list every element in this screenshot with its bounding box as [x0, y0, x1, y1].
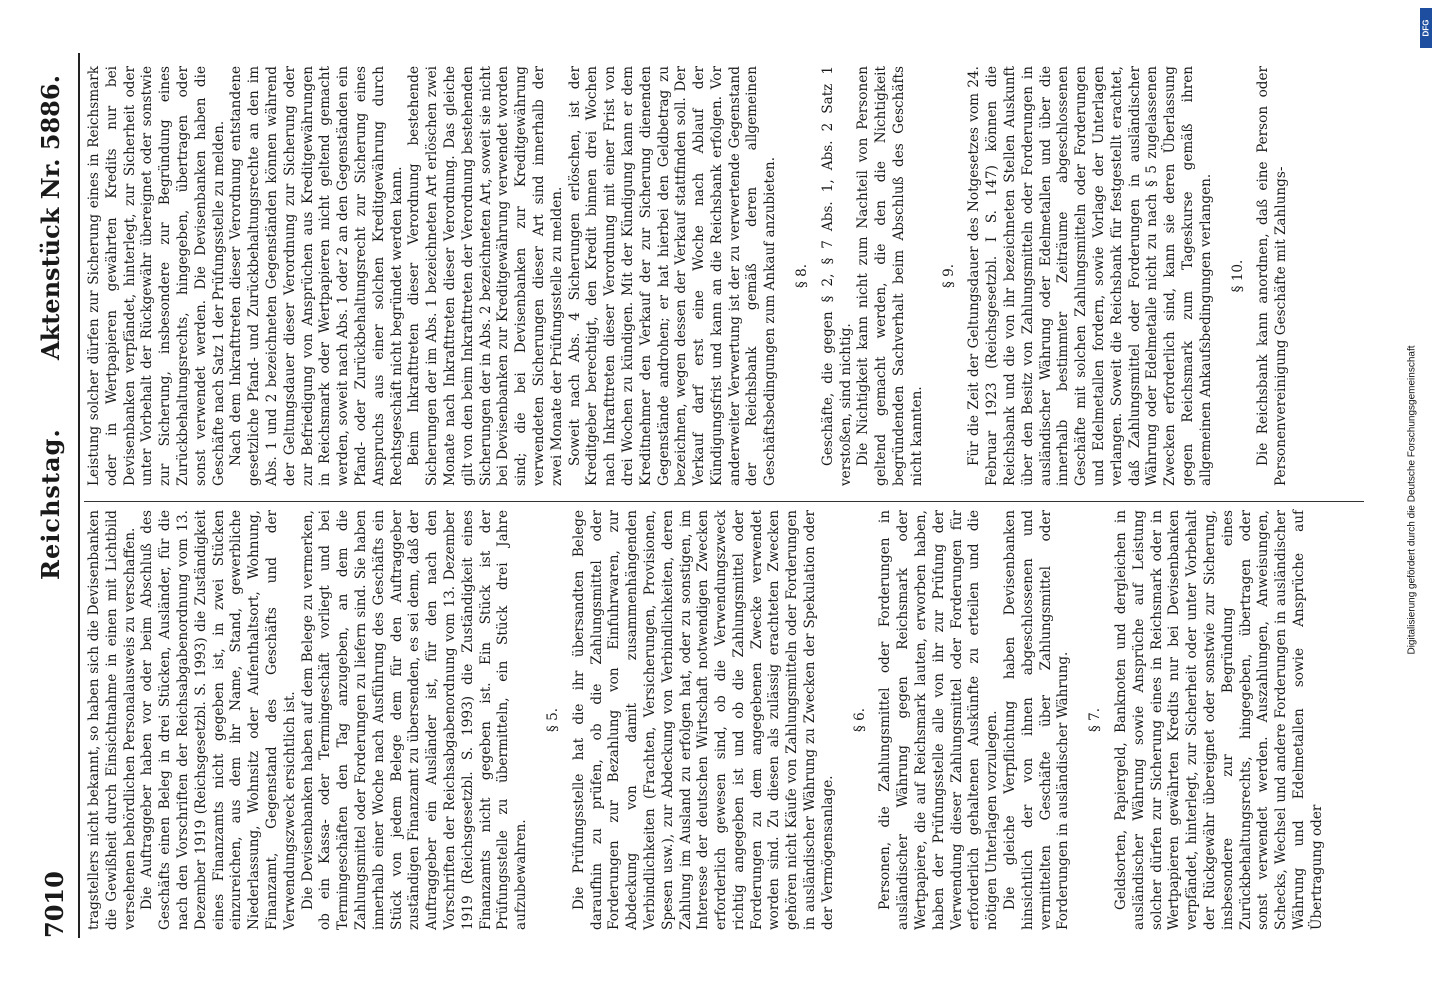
- paragraph: Die Reichsbank kann anordnen, daß eine Person oder Personenvereinigung Geschäfte mit Zahlungs-: [1255, 66, 1290, 486]
- section-heading: § 6.: [851, 707, 868, 733]
- right-column: [86, 66, 1291, 486]
- section-heading: § 7.: [1087, 707, 1104, 733]
- paragraph: Geldsorten, Papiergeld, Banknoten und dergleichen in ausländischer Währung sowie Ansprüche auf Leistung solcher dürfen zur Sicherung eines in Reichsmark oder in Wertpapieren gewährten Kredits nur bei Devisenbanken verpfändet, hinterlegt, zur Sicherheit oder unter Vorbehalt der Rückgewähr übereignet oder sonstwie zur Sicherung, insbesondere zur Begründung eines Zurückbehaltungsrechts, hingegeben, übertragen oder sonst verwendet werden. Auszahlungen, Anweisungen, Schecks, Wechsel und andere Forderungen in ausländischer Währung und Edelmetallen sowie Ansprüche auf Übertragung oder: [1113, 510, 1325, 930]
- paragraph: Geschäfte, die gegen § 2, § 7 Abs. 1, Abs. 2 Satz 1 verstoßen, sind nichtig.: [819, 66, 854, 486]
- paragraph: Die Auftraggeber haben vor oder beim Abschluß des Geschäfts einen Beleg in drei Stücken, Ausländer, für die nach den Vorschriften der Reichsabgabenordnung vom 13. Dezember 1919 (Reichsgesetzbl. S. 1993) die Zuständigkeit eines Finanzamts nicht gegeben ist, in zwei Stücken einzureichen, aus dem ihr Name, Stand, gewerbliche Niederlassung, Wohnsitz oder Aufenthaltsort, Wohnung, Finanzamt, Gegenstand des Geschäfts und der Verwendungszweck ersichtlich ist.: [139, 510, 298, 930]
- section-heading: § 9.: [940, 263, 957, 289]
- section-heading: § 5.: [544, 707, 561, 733]
- paragraph: Die Nichtigkeit kann nicht zum Nachteil von Personen geltend gemacht werden, die den die Nichtigkeit begründenden Sachverhalt beim Abschluß des Geschäfts nicht kannten.: [855, 66, 925, 486]
- left-column: [86, 510, 1327, 930]
- paragraph: tragstellers nicht bekannt, so haben sich die Devisenbanken die Gewißheit durch Einsichtnahme in einen mit Lichtbild versehenen behördlichen Personalausweis zu verschaffen.: [86, 510, 138, 930]
- paragraph: Nach dem Inkrafttreten dieser Verordnung entstandene gesetzliche Pfand- und Zurückbehaltungsrechte an den im Abs. 1 und 2 bezeichneten Gegenständen können während der Geltungsdauer dieser Verordnung zur Sicherung oder zur Befriedigung von Ansprüchen aus Kreditgewährungen in Reichsmark oder Wertpapieren nicht geltend gemacht werden, soweit nach Abs. 1 oder 2 an den Gegenständen ein Pfand- oder Zurückbehaltungsrecht zur Sicherung eines Anspruchs aus einer solchen Kreditgewährung durch Rechtsgeschäft nicht begründet werden kann.: [228, 66, 405, 486]
- paragraph: Beim Inkrafttreten dieser Verordnung bestehende Sicherungen der im Abs. 1 bezeichneten Art erlöschen zwei Monate nach Inkrafttreten dieser Verordnung. Das gleiche gilt von den beim Inkrafttreten der Verordnung bestehenden Sicherungen der in Abs. 2 bezeichneten Art, soweit sie nicht bei Devisenbanken zur Kreditgewährung verwendet worden sind; die bei Devisenbanken zur Kreditgewährung verwendeten Sicherungen dieser Art sind innerhalb der zwei Monate der Prüfungsstelle zu melden.: [406, 66, 565, 486]
- header-rule: [78, 53, 80, 938]
- paragraph: Die Prüfungsstelle hat die ihr übersandten Belege daraufhin zu prüfen, ob die Zahlungsmittel oder Forderungen zur Bezahlung von Einfuhrwaren, zur Abdeckung von damit zusammenhängenden Verbindlichkeiten (Frachten, Versicherungen, Provisionen, Spesen usw.), zur Abdeckung von Verbindlichkeiten, deren Zahlung im Ausland zu erfolgen hat, oder zu sonstigen, im Interesse der deutschen Wirtschaft notwendigen Zwecken erforderlich gewesen sind, ob die Verwendungszweck richtig angegeben ist und ob die Zahlungsmittel oder Forderungen zu dem angegebenen Zwecke verwendet worden sind. Zu diesen als zulässig erachteten Zwecken gehören nicht Käufe von Zahlungsmitteln oder Forderungen in ausländischer Währung zu Zwecken der Spekulation oder der Vermögensanlage.: [570, 510, 836, 930]
- column-divider: [84, 501, 1364, 502]
- dfg-logo-text: DFG: [1421, 19, 1431, 37]
- page-title: Reichstag.: [36, 428, 65, 580]
- paragraph: Die gleiche Verpflichtung haben Devisenbanken hinsichtlich der von ihnen abgeschlossenen und vermittelten Geschäfte über Zahlungsmittel oder Forderungen in ausländischer Währung.: [1002, 510, 1072, 930]
- section-heading: § 10.: [1229, 259, 1246, 293]
- paragraph: Personen, die Zahlungsmittel oder Forderungen in ausländischer Währung gegen Reichsmark oder Wertpapiere, die auf Reichsmark lauten, erworben haben, haben der Prüfungsstelle alle von ihr zur Prüfung der Verwendung dieser Zahlungsmittel oder Forderungen für erforderlich gehaltenen Auskünfte zu erteilen und die nötigen Unterlagen vorzulegen.: [877, 510, 1001, 930]
- document-number: Aktenstück Nr. 5886.: [36, 75, 65, 360]
- paragraph: Leistung solcher dürfen zur Sicherung eines in Reichsmark oder in Wertpapieren gewährten Kredits nur bei Devisenbanken verpfändet, hinterlegt, zur Sicherheit oder unter Vorbehalt der Rückgewähr übereignet oder sonstwie zur Sicherung, insbesondere zur Begründung eines Zurückbehaltungsrechts, hingegeben, übertragen oder sonst verwendet werden. Die Devisenbanken haben die Geschäfte nach Satz 1 der Prüfungsstelle zu melden.: [86, 66, 227, 486]
- paragraph: Soweit nach Abs. 4 Sicherungen erlöschen, ist der Kreditgeber berechtigt, den Kredit binnen drei Wochen nach Inkrafttreten dieser Verordnung mit einer Frist von drei Wochen zu kündigen. Mit der Kündigung kann er dem Kreditnehmer den Verkauf der zur Sicherung dienenden Gegenstände androhen; er hat hierbei den Geldbetrag zu bezeichnen, wegen dessen der Verkauf stattfinden soll. Der Verkauf darf erst eine Woche nach Ablauf der Kündigungsfrist und kann an die Reichsbank erfolgen. Vor anderweiter Verwertung ist der zu verwertende Gegenstand der Reichsbank gemäß deren allgemeinen Geschäftsbedingungen zum Ankauf anzubieten.: [566, 66, 779, 486]
- paragraph: Die Devisenbanken haben auf dem Belege zu vermerken, ob ein Kassa- oder Termingeschäft vorliegt und bei Termingeschäften den Tag anzugeben, an dem die Zahlungsmittel oder Forderungen zu liefern sind. Sie haben innerhalb einer Woche nach Ausführung des Geschäfts ein Stück von jedem Belege dem für den Auftraggeber zuständigen Finanzamt zu übersenden, es sei denn, daß der Auftraggeber ein Ausländer ist, für den nach den Vorschriften der Reichsabgabenordnung vom 13. Dezember 1919 (Reichsgesetzbl. S. 1993) die Zuständigkeit eines Finanzamts nicht gegeben ist. Ein Stück ist der Prüfungsstelle zu übermitteln, ein Stück drei Jahre aufzubewahren.: [299, 510, 530, 930]
- funding-note: Digitalisierung gefördert durch die Deutsche Forschungsgemeinschaft: [1406, 345, 1418, 655]
- dfg-logo: [1420, 8, 1432, 48]
- page-number: 7010: [40, 871, 69, 938]
- paragraph: Für die Zeit der Geltungsdauer des Notgesetzes vom 24. Februar 1923 (Reichsgesetzbl. I S. 147) können die Reichsbank und die von ihr bezeichneten Stellen Auskunft über den Besitz von Zahlungsmitteln oder Forderungen in ausländischer Währung oder Edelmetallen und über die innerhalb bestimmter Zeiträume abgeschlossenen Geschäfte mit solchen Zahlungsmitteln oder Forderungen und Edelmetallen fordern, sowie Vorlage der Unterlagen verlangen. Soweit die Reichsbank für festgestellt erachtet, daß Zahlungsmittel oder Forderungen in ausländischer Währung oder Edelmetalle nicht zu nach § 5 zugelassenen Zwecken erforderlich sind, kann sie deren Überlassung gegen Reichsmark zum Tageskurse gemäß ihren allgemeinen Ankaufsbedingungen verlangen.: [966, 66, 1214, 486]
- section-heading: § 8.: [794, 263, 811, 289]
